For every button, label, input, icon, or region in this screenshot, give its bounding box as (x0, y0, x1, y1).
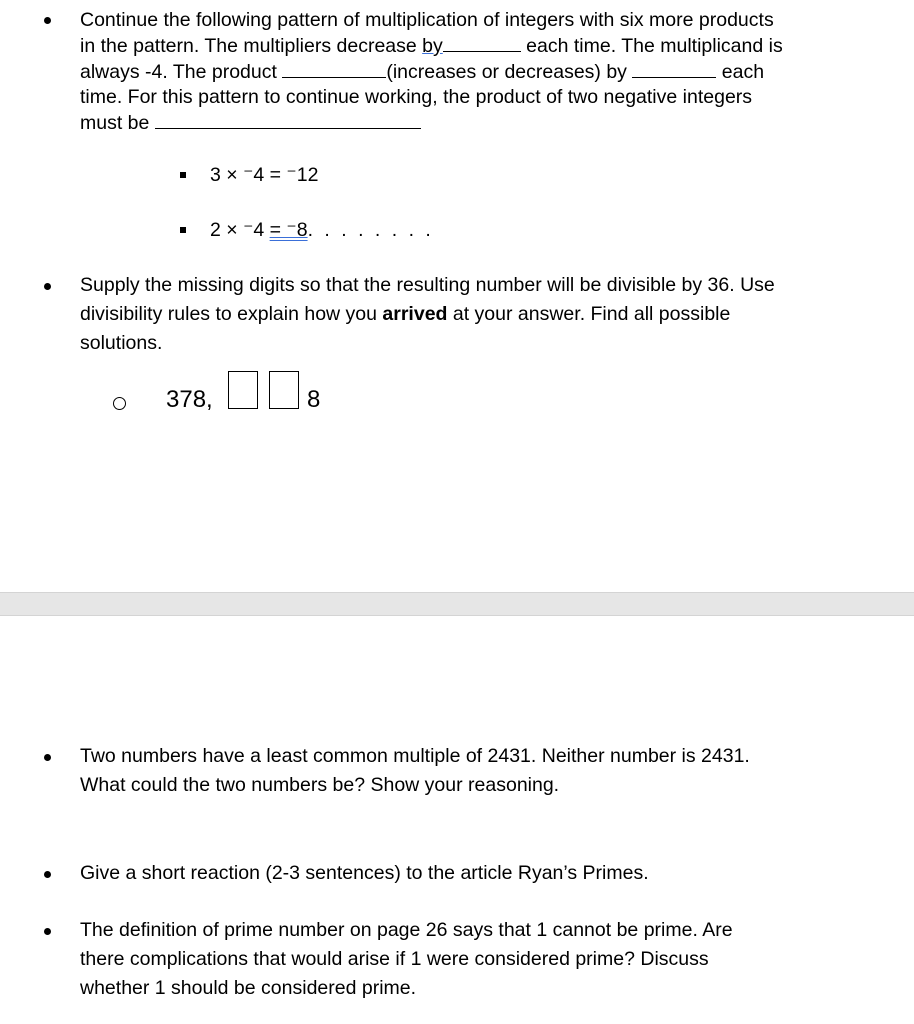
q4-line1: Give a short reaction (2-3 sentences) to the article Ryan’s Primes. (80, 862, 649, 884)
equation-2: 2 × ⁻4 = ⁻8. . . . . . . . (210, 219, 434, 241)
q3-line2: What could the two numbers be? Show your reasoning. (80, 774, 560, 796)
q2-line2: divisibility rules to explain how you arrived at your answer. Find all possible (80, 303, 731, 325)
equation-2-result: = ⁻8 (269, 219, 308, 241)
q5-line2: there complications that would arise if 1 were considered prime? Discuss (80, 948, 709, 970)
square-bullet-2 (180, 227, 186, 233)
q1-line2: in the pattern. The multipliers decrease by each time. The multiplicand is (80, 35, 783, 57)
equation-1: 3 × ⁻4 = ⁻12 (210, 164, 319, 186)
q1-by-underlined: by (422, 35, 443, 57)
q1-blank-decrease[interactable] (443, 33, 521, 52)
bullet-q2 (44, 283, 51, 290)
missing-digit-box-1[interactable] (228, 371, 258, 409)
q1-line1: Continue the following pattern of multiplication of integers with six more products (80, 9, 774, 31)
number-suffix: 8 (307, 386, 321, 413)
q4-text (80, 859, 649, 888)
bullet-q3 (44, 754, 51, 761)
q3-line1: Two numbers have a least common multiple of 2431. Neither number is 2431. (80, 745, 750, 767)
q2-line1: Supply the missing digits so that the resulting number will be divisible by 36. Use (80, 274, 775, 296)
q1-blank-product[interactable] (282, 59, 386, 78)
q2-text (80, 271, 775, 358)
bullet-q5 (44, 928, 51, 935)
page-break-gap (0, 592, 914, 616)
q1-blank-must-be[interactable] (155, 110, 421, 129)
bullet-q4 (44, 871, 51, 878)
q1-line4: time. For this pattern to continue working, the product of two negative integers (80, 86, 753, 108)
q1-line3: always -4. The product (increases or decreases) by each (80, 61, 765, 83)
q2-arrived-bold: arrived (382, 303, 448, 325)
q1-blank-by[interactable] (632, 59, 716, 78)
q2-line3: solutions. (80, 332, 163, 354)
bullet-q1 (44, 17, 51, 24)
q1-line5: must be (80, 110, 783, 136)
missing-digit-box-2[interactable] (269, 371, 299, 409)
q5-text (80, 916, 733, 1003)
number-prefix: 378, (166, 386, 213, 413)
q1-text (80, 8, 783, 136)
hollow-circle-bullet (113, 397, 126, 410)
q5-line1: The definition of prime number on page 26 says that 1 cannot be prime. Are (80, 919, 733, 941)
square-bullet-1 (180, 172, 186, 178)
q5-line3: whether 1 should be considered prime. (80, 977, 417, 999)
q3-text (80, 742, 750, 800)
